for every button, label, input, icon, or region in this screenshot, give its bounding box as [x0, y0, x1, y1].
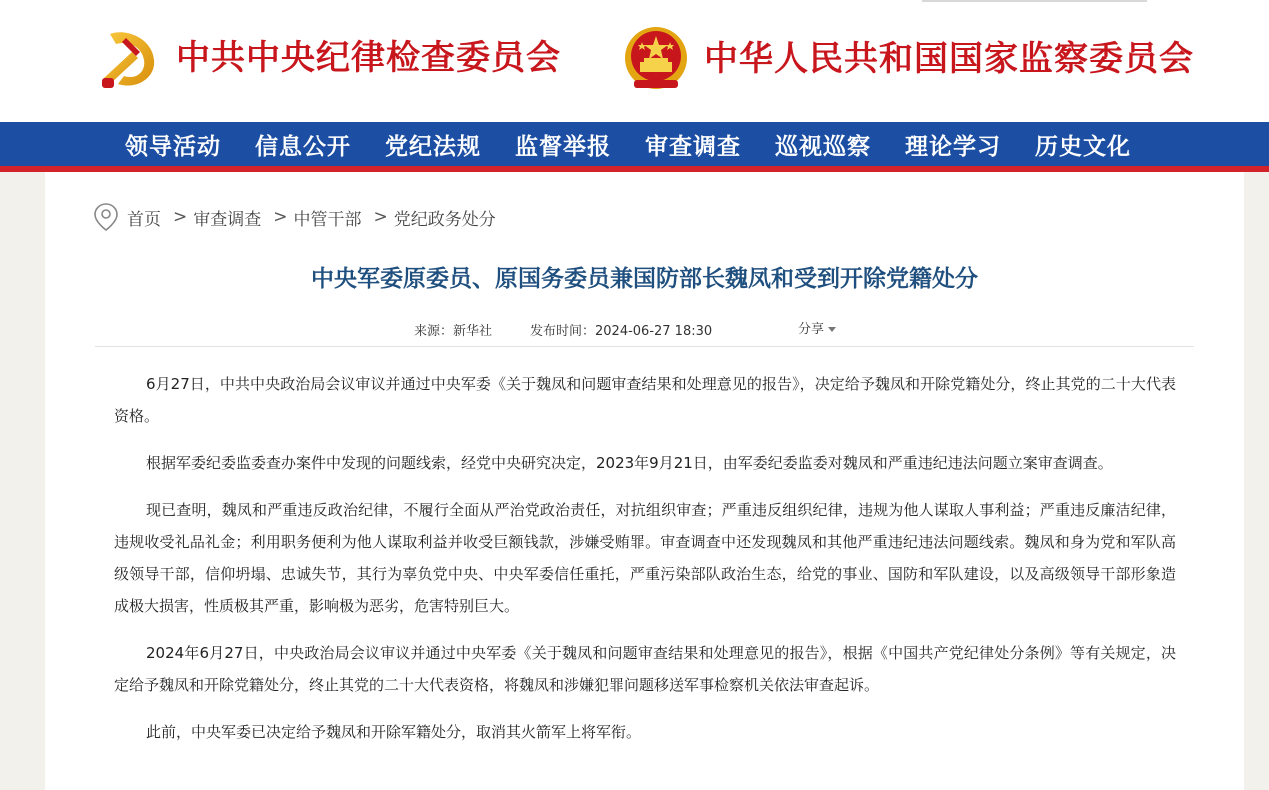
- nav-item-leadership[interactable]: 领导活动: [125, 132, 221, 160]
- article-paragraph: 根据军委纪委监委查办案件中发现的问题线索，经党中央研究决定，2023年9月21日，由军委纪委监委对魏凤和严重违纪违法问题立案审查调查。: [146, 454, 1113, 472]
- article-title: 中央军委原委员、原国务委员兼国防部长魏凤和受到开除党籍处分: [311, 266, 978, 292]
- article-publish-time: 发布时间：2024-06-27 18:30: [530, 324, 713, 339]
- nav-item-theory-study[interactable]: 理论学习: [905, 132, 1001, 160]
- breadcrumb-separator: >: [373, 207, 388, 227]
- main-nav: [0, 122, 1269, 172]
- breadcrumb-separator: >: [173, 207, 188, 227]
- nav-item-info-disclosure[interactable]: 信息公开: [255, 132, 351, 160]
- nsc-title: 中华人民共和国国家监察委员会: [704, 39, 1194, 79]
- nav-item-investigation[interactable]: 审查调查: [645, 132, 741, 160]
- breadcrumb-investigation[interactable]: 审查调查: [193, 209, 262, 230]
- nav-item-supervision-report[interactable]: 监督举报: [515, 132, 611, 160]
- breadcrumb-separator: >: [273, 207, 288, 227]
- ccdi-title: 中共中央纪律检查委员会: [176, 38, 561, 78]
- nav-item-inspection[interactable]: 巡视巡察: [775, 132, 871, 160]
- share-button[interactable]: [798, 318, 836, 337]
- party-emblem-icon: [96, 24, 162, 92]
- breadcrumb: [93, 202, 496, 232]
- breadcrumb-discipline-sanctions[interactable]: 党纪政务处分: [393, 209, 496, 230]
- national-emblem-icon: [622, 24, 690, 94]
- breadcrumb-central-cadres[interactable]: 中管干部: [293, 209, 362, 230]
- divider: [95, 346, 1194, 347]
- search-bar-edge[interactable]: [922, 0, 1147, 2]
- article-paragraph: 2024年6月27日，中央政治局会议审议并通过中央军委《关于魏凤和问题审查结果和处理意见的报告》，根据《中国共产党纪律处分条例》等有关规定，决定给予魏凤和开除党籍处分，终止其党的二十大代表资格，将魏凤和涉嫌犯罪问题移送军事检察机关依法审查起诉。: [114, 644, 1176, 694]
- article-container: [45, 172, 1244, 790]
- article-body: [114, 368, 1176, 763]
- nsc-logo[interactable]: [622, 24, 1194, 94]
- share-label: 分享: [798, 322, 825, 337]
- location-pin-icon: [93, 202, 119, 232]
- breadcrumb-home[interactable]: 首页: [127, 209, 161, 230]
- nav-item-history-culture[interactable]: 历史文化: [1035, 132, 1131, 160]
- chevron-down-icon: [828, 327, 836, 332]
- article-paragraph: 6月27日，中共中央政治局会议审议并通过中央军委《关于魏凤和问题审查结果和处理意见的报告》，决定给予魏凤和开除党籍处分，终止其党的二十大代表资格。: [114, 375, 1176, 425]
- ccdi-logo[interactable]: [96, 24, 561, 92]
- article-paragraph: 此前，中央军委已决定给予魏凤和开除军籍处分，取消其火箭军上将军衔。: [146, 723, 642, 741]
- site-header: [0, 0, 1269, 122]
- nav-item-party-regulations[interactable]: 党纪法规: [385, 132, 481, 160]
- article-source: 来源：新华社: [414, 324, 493, 339]
- article-paragraph: 现已查明，魏凤和严重违反政治纪律，不履行全面从严治党政治责任，对抗组织审查；严重违反组织纪律，违规为他人谋取人事利益；严重违反廉洁纪律，违规收受礼品礼金；利用职务便利为他人谋取利益并收受巨额钱款，涉嫌受贿罪。审查调查中还发现魏凤和其他严重违纪违法问题线索。魏凤和身为党和军队高级领导干部，信仰坍塌、忠诚失节，其行为辜负党中央、中央军委信任重托，严重污染部队政治生态，给党的事业、国防和军队建设，以及高级领导干部形象造成极大损害，性质极其严重，影响极为恶劣，危害特别巨大。: [114, 501, 1176, 615]
